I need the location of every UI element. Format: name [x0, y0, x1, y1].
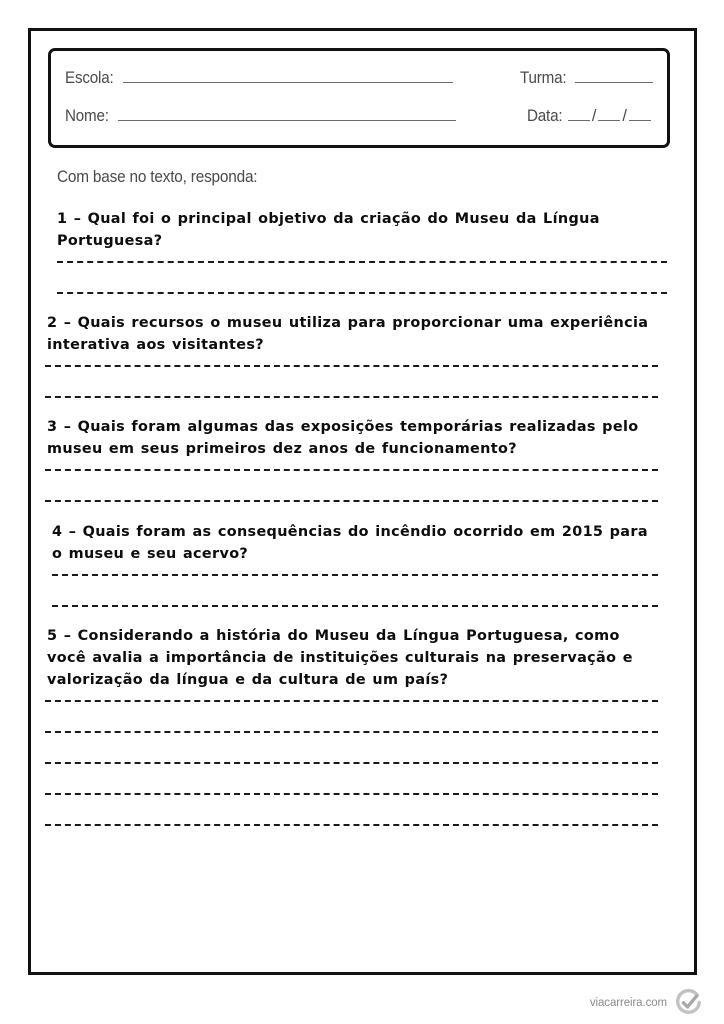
- header-row-nome-data: [51, 107, 667, 137]
- answer-line[interactable]: [45, 700, 658, 702]
- answer-line[interactable]: [45, 396, 658, 398]
- answer-line[interactable]: [52, 574, 658, 576]
- answer-line[interactable]: [45, 793, 658, 795]
- question-gap-4: [0, 607, 724, 625]
- answer-lines-1: [57, 261, 667, 294]
- answer-line[interactable]: [57, 261, 667, 263]
- question-block-1: [0, 208, 724, 294]
- nome-label: Nome:: [65, 107, 109, 125]
- question-gap-1: [0, 294, 724, 312]
- date-separator-1: /: [591, 107, 597, 125]
- question-block-5: [0, 625, 724, 826]
- answer-lines-5: [45, 700, 658, 826]
- question-text-3: 3 – Quais foram algumas das exposições temporárias realizadas pelo museu em seus primeiros dez anos de funcionamento?: [47, 419, 639, 457]
- answer-lines-2: [45, 365, 658, 398]
- data-field-group: [527, 107, 653, 126]
- question-text-5: 5 – Considerando a história do Museu da Língua Portuguesa, como você avalia a importância de instituições culturais na preservação e valorização da língua e da cultura de um país?: [47, 628, 633, 688]
- answer-line[interactable]: [57, 292, 667, 294]
- answer-line[interactable]: [45, 731, 658, 733]
- answer-line[interactable]: [52, 605, 658, 607]
- data-month-slot[interactable]: [598, 107, 620, 121]
- header-row-escola-turma: [51, 69, 667, 99]
- question-text-2: 2 – Quais recursos o museu utiliza para proporcionar uma experiência interativa aos visitantes?: [47, 315, 649, 353]
- data-year-slot[interactable]: [629, 107, 651, 121]
- answer-line[interactable]: [45, 469, 658, 471]
- student-identification-box: [48, 48, 670, 148]
- questions-list: [0, 208, 724, 826]
- question-text-1: 1 – Qual foi o principal objetivo da criação do Museu da Língua Portuguesa?: [57, 211, 600, 249]
- question-gap-2: [0, 398, 724, 416]
- data-label: Data:: [527, 107, 563, 125]
- date-separator-2: /: [622, 107, 627, 125]
- answer-line[interactable]: [45, 762, 658, 764]
- question-block-3: [0, 416, 724, 502]
- turma-label: Turma:: [519, 69, 566, 87]
- question-block-4: [0, 521, 724, 607]
- data-day-slot[interactable]: [568, 107, 590, 121]
- escola-label: Escola:: [65, 69, 114, 87]
- check-circle-icon: [675, 989, 702, 1016]
- answer-line[interactable]: [45, 365, 658, 367]
- nome-input-rule[interactable]: [118, 107, 456, 121]
- answer-lines-4: [52, 574, 658, 607]
- footer-watermark: [590, 989, 702, 1016]
- question-text-4: 4 – Quais foram as consequências do incêndio ocorrido em 2015 para o museu e seu acervo?: [52, 524, 648, 562]
- site-url-text: viacarreira.com: [589, 996, 667, 1009]
- turma-input-rule[interactable]: [575, 69, 653, 83]
- escola-input-rule[interactable]: [123, 69, 453, 83]
- answer-lines-3: [45, 469, 658, 502]
- question-gap-3: [0, 502, 724, 521]
- answer-line[interactable]: [45, 500, 658, 502]
- instruction-text: Com base no texto, responda:: [57, 168, 258, 186]
- answer-line[interactable]: [45, 824, 658, 826]
- question-block-2: [0, 312, 724, 398]
